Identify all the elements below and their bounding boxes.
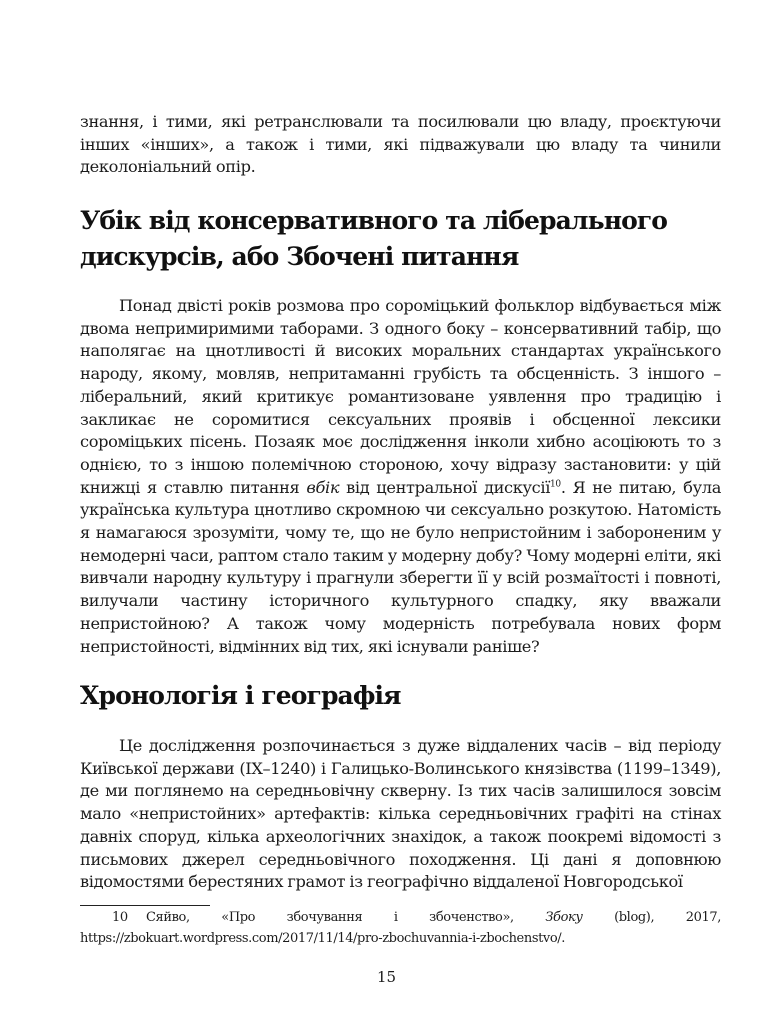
footnote-divider [80,905,210,906]
footnote [80,907,721,949]
page-number: 15 [376,968,397,986]
section-2-paragraph: Це дослідження розпочинається з дуже віддалених часів – від періоду Київської держави (IX–1240) і Галицько-Волинського князівства (1199–1349), де ми поглянемо на середньовічну скверну. Із тих часів залишилося зовсім мало «непристойних» артефактів: кілька середньовічних графіті на стінах давніх споруд, кілька археологічних знахідок, а також поокремі відомості з письмових джерел середньовічного походження. Ці дані я доповнюю відомостями берестяних грамот із географічно віддаленої Новгородської [80,736,721,892]
footnote-number: 10 [112,910,128,925]
footnote-link-text[interactable]: (blog), 2017, https://zbokuart.wordpress.com/2017/11/14/pro-zbochuvannia-i-zbochenstvo/. [80,910,721,946]
section-heading-1-line2: дискурсів, або Збочені питання [80,242,519,271]
footnote-italic: Збоку [545,910,583,925]
intro-paragraph [80,111,721,179]
footnote-text: Сяйво, «Про збочування і збоченство», [146,910,546,925]
section-2-body [80,735,721,894]
section-1-body [80,295,721,658]
section-heading-1 [80,203,721,275]
section-heading-2: Хронологія і географія [80,681,401,710]
section-1-paragraph [80,295,721,658]
paragraph-text: Понад двісті років розмова про сороміцький фольклор відбувається між двома непримиримими таборами. З одного боку – консервативний табір, що наполягає на цнотливості й високих моральних стандартах українського народу, якому, мовляв, непритаманні грубість та обсценність. З іншого – ліберальний, який критикує романтизоване уявлення про традицію і закликає не соромитися сексуальних проявів і обсценної лексики сороміцьких пісень. Позаяк моє дослідження інколи хибно асоціюють то з однією, то з іншою полемічною стороною, хочу відразу застановити: у цій книжці я ставлю питання [80,296,721,497]
intro-text: знання, і тими, які ретранслювали та посилювали цю владу, проєктуючи інших «інших», а також і тими, які підважували цю владу та чинили деколоніальний опір. [80,112,721,177]
italic-term: вбік [306,477,340,497]
section-heading-1-line1: Убік від консервативного та ліберального [80,206,668,235]
footnote-reference[interactable]: 10 [550,479,561,490]
paragraph-text: від центральної дискусії [339,477,551,497]
paragraph-text: . Я не питаю, була українська культура цнотливо скромною чи сексуально розкутою. Натомість я намагаюся зрозуміти, чому те, що не було непристойним і забороненим у немодерні часи, раптом стало таким у модерну добу? Чому модерні еліти, які вивчали народну культуру і прагнули зберегти її у всій розмаїтості і повноті, вилучали частину історичного культурного спадку, яку вважали непристойною? А також чому модерність потребувала нових форм непристойності, відмінних від тих, які існували раніше? [80,477,721,656]
